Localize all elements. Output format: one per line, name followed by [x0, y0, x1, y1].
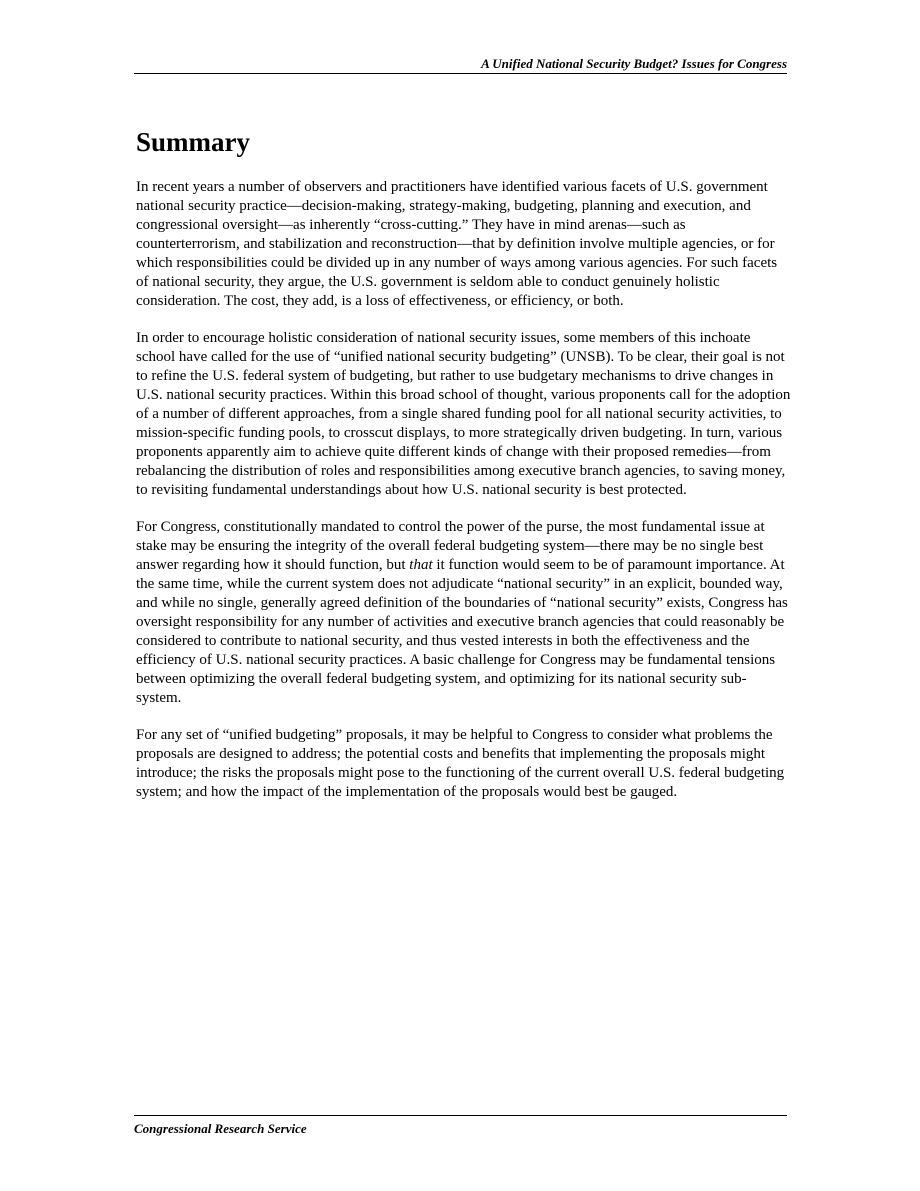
- paragraph-3-text-end: it function would seem to be of paramount importance. At the same time, while the current system does not adjudicate “national security” in an explicit, bounded way, and while no single, generally agreed definition of the boundaries of “national security” exists, Congress has oversight responsibility for any number of activities and executive branch agencies that could reasonably be considered to contribute to national security, and thus vested interests in both the effectiveness and the efficiency of U.S. national security practices. A basic challenge for Congress may be fundamental tensions between optimizing the overall federal budgeting system, and optimizing for its national security sub-system.: [136, 557, 788, 706]
- section-title: Summary: [136, 127, 250, 157]
- summary-body: [136, 178, 791, 820]
- paragraph-3-text-start: For Congress, constitutionally mandated to control the power of the purse, the most fundamental issue at stake may be ensuring the integrity of the overall federal budgeting system—there may be no single best answer regarding how it should function, but: [136, 519, 765, 573]
- footer-source: Congressional Research Service: [134, 1121, 307, 1136]
- paragraph-3: [136, 518, 791, 708]
- paragraph-3-emphasis: that: [409, 557, 433, 573]
- paragraph-4: For any set of “unified budgeting” proposals, it may be helpful to Congress to consider what problems the proposals are designed to address; the potential costs and benefits that implementing the proposals might introduce; the risks the proposals might pose to the functioning of the current overall U.S. federal budgeting system; and how the impact of the implementation of the proposals would best be gauged.: [136, 727, 785, 800]
- page-footer: [134, 1115, 787, 1137]
- running-header: [134, 56, 787, 74]
- running-header-title: A Unified National Security Budget? Issues for Congress: [481, 56, 787, 71]
- paragraph-1: In recent years a number of observers and practitioners have identified various facets of U.S. government national security practice—decision-making, strategy-making, budgeting, planning and execution, and congressional oversight—as inherently “cross-cutting.” They have in mind arenas—such as counterterrorism, and stabilization and reconstruction—that by definition involve multiple agencies, or for which responsibilities could be divided up in any number of ways among various agencies. For such facets of national security, they argue, the U.S. government is seldom able to conduct genuinely holistic consideration. The cost, they add, is a loss of effectiveness, or efficiency, or both.: [136, 179, 778, 309]
- paragraph-2: In order to encourage holistic consideration of national security issues, some members of this inchoate school have called for the use of “unified national security budgeting” (UNSB). To be clear, their goal is not to refine the U.S. federal system of budgeting, but rather to use budgetary mechanisms to drive changes in U.S. national security practices. Within this broad school of thought, various proponents call for the adoption of a number of different approaches, from a single shared funding pool for all national security activities, to mission-specific funding pools, to crosscut displays, to more strategically driven budgeting. In turn, various proponents apparently aim to achieve quite different kinds of change with their proposed remedies—from rebalancing the distribution of roles and responsibilities among executive branch agencies, to saving money, to revisiting fundamental understandings about how U.S. national security is best protected.: [136, 330, 791, 498]
